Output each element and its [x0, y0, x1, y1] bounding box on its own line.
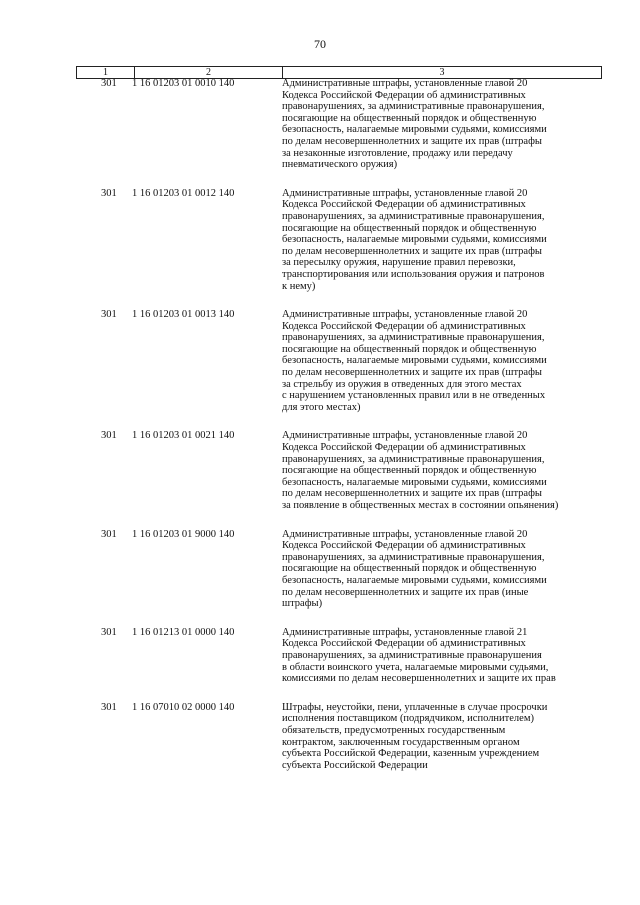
column-number-2: 2 — [135, 67, 283, 79]
table-row — [76, 188, 601, 292]
column-number-1: 1 — [77, 67, 135, 79]
table-row — [76, 430, 601, 511]
description-line: по делам несовершеннолетних и защите их прав (иные — [282, 586, 529, 598]
description-line: посягающие на общественный порядок и общественную — [282, 563, 537, 575]
description-line: за стрельбу из оружия в отведенных для этого местах — [282, 378, 522, 390]
budget-classification-code: 1 16 01203 01 9000 140 — [132, 528, 235, 540]
description-line: комиссиями по делам несовершеннолетних и защите их прав — [282, 673, 556, 685]
revenue-description — [282, 430, 601, 511]
budget-classification-code: 1 16 01203 01 0021 140 — [132, 430, 235, 442]
column-number-3: 3 — [283, 67, 602, 79]
description-line: контрактом, заключенным государственным органом — [282, 736, 520, 748]
admin-code: 301 — [101, 78, 117, 89]
description-line: правонарушениях, за административные правонарушения, — [282, 332, 545, 344]
description-line: безопасность, налагаемые мировыми судьями, комиссиями — [282, 476, 547, 488]
admin-code: 301 — [101, 528, 117, 540]
table-row — [76, 309, 601, 413]
admin-code: 301 — [101, 309, 117, 321]
revenue-description — [282, 529, 601, 610]
description-line: Кодекса Российской Федерации об административных — [282, 320, 526, 332]
description-line: пневматического оружия) — [282, 159, 398, 171]
description-line: Кодекса Российской Федерации об административных — [282, 638, 526, 650]
description-line: субъекта Российской Федерации — [282, 759, 428, 771]
admin-code: 301 — [101, 430, 117, 442]
description-line: правонарушениях, за административные правонарушения, — [282, 453, 545, 465]
description-line: Административные штрафы, установленные главой 21 — [282, 626, 528, 638]
description-line: по делам несовершеннолетних и защите их прав (штрафы — [282, 135, 542, 147]
description-line: посягающие на общественный порядок и общественную — [282, 222, 537, 234]
description-line: посягающие на общественный порядок и общественную — [282, 343, 537, 355]
table-row — [76, 627, 601, 685]
revenue-description — [282, 627, 601, 685]
table-row — [76, 529, 601, 610]
admin-code: 301 — [101, 701, 117, 713]
description-line: Кодекса Российской Федерации об административных — [282, 540, 526, 552]
admin-code: 301 — [101, 626, 117, 638]
description-line: по делам несовершеннолетних и защите их прав (штрафы — [282, 367, 542, 379]
description-line: с нарушением установленных правил или в не отведенных — [282, 390, 546, 402]
budget-classification-code: 1 16 01203 01 0012 140 — [132, 187, 235, 199]
description-line: безопасность, налагаемые мировыми судьями, комиссиями — [282, 234, 547, 246]
budget-classification-code: 1 16 01203 01 0013 140 — [132, 309, 235, 321]
description-line: посягающие на общественный порядок и общественную — [282, 112, 537, 124]
table-row — [76, 78, 601, 171]
description-line: Административные штрафы, установленные главой 20 — [282, 187, 528, 199]
revenue-description — [282, 309, 601, 413]
description-line: правонарушениях, за административные правонарушения, — [282, 210, 545, 222]
budget-classification-code: 1 16 01203 01 0010 140 — [132, 78, 235, 89]
description-line: правонарушениях, за административные правонарушения — [282, 649, 542, 661]
description-line: безопасность, налагаемые мировыми судьями, комиссиями — [282, 124, 547, 136]
revenue-description — [282, 78, 601, 171]
description-line: по делам несовершеннолетних и защите их прав (штрафы — [282, 488, 542, 500]
description-line: за незаконные изготовление, продажу или передачу — [282, 147, 513, 159]
description-line: транспортирования или использования оружия и патронов — [282, 268, 545, 280]
description-line: Административные штрафы, установленные главой 20 — [282, 78, 528, 89]
revenue-description — [282, 188, 601, 292]
description-line: Кодекса Российской Федерации об административных — [282, 89, 526, 101]
description-line: безопасность, налагаемые мировыми судьями, комиссиями — [282, 355, 547, 367]
description-line: Административные штрафы, установленные главой 20 — [282, 309, 528, 321]
description-line: Кодекса Российской Федерации об административных — [282, 442, 526, 454]
revenue-description — [282, 702, 601, 772]
description-line: Кодекса Российской Федерации об административных — [282, 199, 526, 211]
description-line: за пересылку оружия, нарушение правил перевозки, — [282, 257, 516, 269]
description-line: Штрафы, неустойки, пени, уплаченные в случае просрочки — [282, 701, 548, 713]
table-body — [76, 78, 601, 788]
budget-classification-code: 1 16 01213 01 0000 140 — [132, 626, 235, 638]
description-line: обязательств, предусмотренных государственным — [282, 724, 506, 736]
description-line: посягающие на общественный порядок и общественную — [282, 465, 537, 477]
description-line: Административные штрафы, установленные главой 20 — [282, 430, 528, 442]
description-line: исполнения поставщиком (подрядчиком, исполнителем) — [282, 713, 534, 725]
description-line: безопасность, налагаемые мировыми судьями, комиссиями — [282, 574, 547, 586]
page-number: 70 — [314, 37, 326, 51]
description-line: правонарушениях, за административные правонарушения, — [282, 101, 545, 113]
table-row — [76, 702, 601, 772]
description-line: субъекта Российской Федерации, казенным учреждением — [282, 748, 540, 760]
description-line: Административные штрафы, установленные главой 20 — [282, 528, 528, 540]
description-line: штрафы) — [282, 598, 323, 610]
description-line: правонарушениях, за административные правонарушения, — [282, 551, 545, 563]
description-line: к нему) — [282, 280, 316, 292]
admin-code: 301 — [101, 187, 117, 199]
description-line: за появление в общественных местах в состоянии опьянения) — [282, 500, 559, 511]
description-line: в области воинского учета, налагаемые мировыми судьями, — [282, 661, 549, 673]
description-line: по делам несовершеннолетних и защите их прав (штрафы — [282, 245, 542, 257]
description-line: для этого местах) — [282, 401, 361, 413]
budget-classification-code: 1 16 07010 02 0000 140 — [132, 701, 235, 713]
